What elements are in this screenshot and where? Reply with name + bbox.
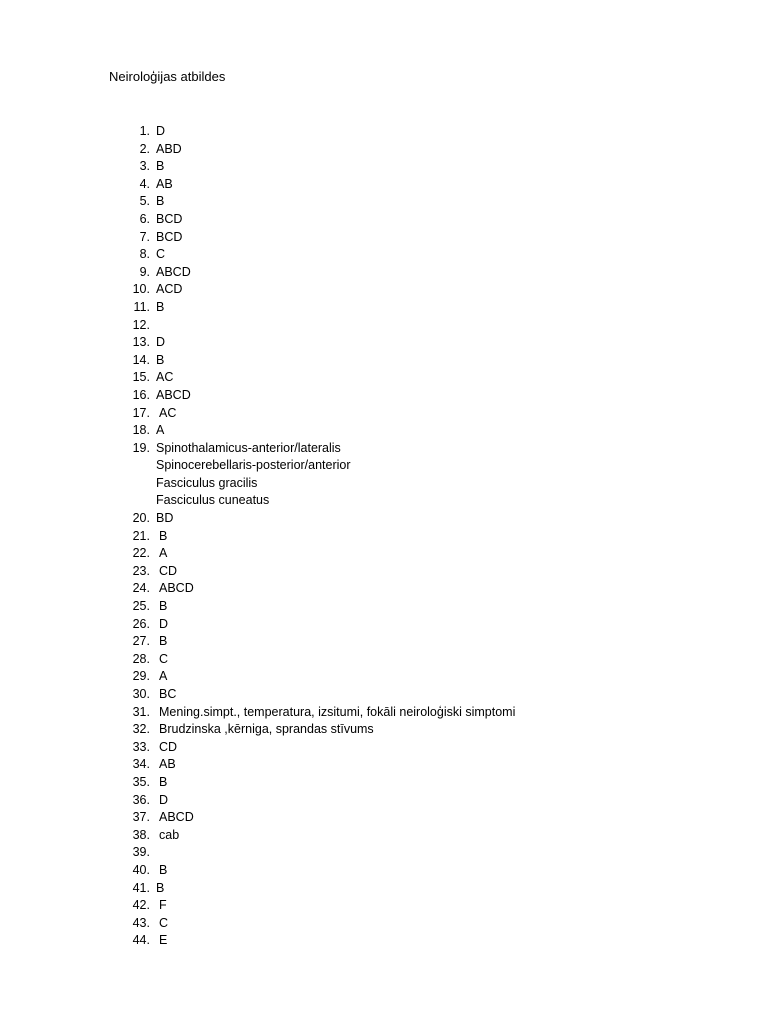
answer-item <box>0 668 515 686</box>
answer-text: D <box>156 124 166 138</box>
answer-number: 25. <box>132 599 150 614</box>
answer-text: ABCD <box>156 387 191 402</box>
answer-item <box>0 405 515 423</box>
answer-item <box>0 721 515 739</box>
answer-item <box>0 229 515 247</box>
answer-number: 4. <box>139 176 150 191</box>
answer-number: 17. <box>132 405 150 420</box>
answer-number: 19. <box>132 440 150 455</box>
answer-number: 3. <box>139 159 150 174</box>
answer-item <box>0 176 515 194</box>
answer-item <box>0 123 515 141</box>
answer-text: AB <box>156 176 173 191</box>
answer-number: 42. <box>132 898 150 913</box>
answer-text: B <box>159 599 168 614</box>
answer-item <box>0 792 515 810</box>
answer-item <box>0 862 515 880</box>
answer-number: 16. <box>132 387 150 402</box>
answer-text: ABCD <box>159 581 194 596</box>
answer-number: 32. <box>132 722 150 737</box>
answer-number: 38. <box>132 827 150 842</box>
answer-item <box>0 580 515 598</box>
answer-number: 10. <box>132 282 150 297</box>
answer-text: B <box>159 862 168 877</box>
answer-continuation-line: Fasciculus gracilis <box>156 475 258 490</box>
answer-number: 13. <box>132 335 150 350</box>
answer-text: D <box>159 792 169 807</box>
answer-text: AB <box>159 757 176 772</box>
answer-number: 36. <box>132 792 150 807</box>
answer-text: ACD <box>156 282 183 297</box>
answer-item <box>0 387 515 405</box>
answer-text: E <box>159 933 168 948</box>
answer-number: 7. <box>139 229 150 244</box>
answer-text: D <box>159 616 169 631</box>
answer-text: B <box>159 528 168 543</box>
answer-number: 29. <box>132 669 150 684</box>
answer-item <box>0 616 515 634</box>
answer-item <box>0 158 515 176</box>
answer-continuation-line: Fasciculus cuneatus <box>156 493 270 508</box>
answer-item <box>0 334 515 352</box>
answer-number: 33. <box>132 739 150 754</box>
answer-item <box>0 809 515 827</box>
answer-number: 35. <box>132 774 150 789</box>
answer-item <box>0 281 515 299</box>
answer-item <box>0 352 515 370</box>
answer-text: B <box>156 159 165 174</box>
answer-list <box>0 123 515 950</box>
answer-number: 2. <box>139 141 150 156</box>
answer-text: BC <box>159 687 177 701</box>
answer-number: 39. <box>132 845 150 860</box>
answer-number: 37. <box>132 810 150 825</box>
answer-item <box>0 633 515 651</box>
answer-item <box>0 598 515 616</box>
answer-number: 9. <box>139 264 150 279</box>
answer-text: A <box>156 423 165 438</box>
answer-text: A <box>159 546 168 561</box>
answer-number: 40. <box>132 862 150 877</box>
answer-item <box>0 739 515 757</box>
answer-number: 15. <box>132 370 150 385</box>
answer-number: 28. <box>132 651 150 666</box>
answer-number: 31. <box>132 704 150 719</box>
answer-text: BCD <box>156 211 183 226</box>
answer-number: 11. <box>133 299 150 314</box>
answer-item <box>0 369 515 387</box>
answer-text: AC <box>156 370 174 385</box>
answer-number: 41. <box>132 880 150 895</box>
answer-text: Mening.simpt., temperatura, izsitumi, fokāli neiroloģiski simptomi <box>159 704 516 719</box>
answer-item <box>0 651 515 669</box>
answer-item <box>0 264 515 282</box>
answer-number: 6. <box>139 211 150 226</box>
answer-text: A <box>159 669 168 684</box>
answer-item <box>0 246 515 264</box>
answer-item <box>0 193 515 211</box>
answer-text: C <box>159 651 169 666</box>
answer-text: ABCD <box>159 810 194 825</box>
answer-item <box>0 299 515 317</box>
answer-number: 20. <box>132 511 150 526</box>
answer-number: 5. <box>139 194 150 209</box>
answer-item <box>0 686 515 704</box>
answer-text: B <box>159 774 168 789</box>
answer-item <box>0 141 515 159</box>
answer-text: ABCD <box>156 264 191 279</box>
answer-item <box>0 440 515 510</box>
answer-text: BCD <box>156 229 183 244</box>
answer-item <box>0 545 515 563</box>
answer-text: C <box>159 915 169 930</box>
answer-text: B <box>156 880 165 895</box>
answer-number: 27. <box>132 634 150 649</box>
document-title: Neiroloģijas atbildes <box>109 69 226 84</box>
answer-number: 23. <box>132 563 150 578</box>
answer-item <box>0 211 515 229</box>
answer-item <box>0 897 515 915</box>
answer-continuation-line: Spinocerebellaris-posterior/anterior <box>156 458 351 473</box>
answer-item <box>0 756 515 774</box>
answer-item <box>0 563 515 581</box>
answer-item <box>0 880 515 898</box>
answer-text: ABD <box>156 141 182 156</box>
answer-text: cab <box>159 827 180 842</box>
answer-number: 24. <box>132 581 150 596</box>
answer-item <box>0 915 515 933</box>
answer-number: 12. <box>132 317 150 332</box>
answer-number: 21. <box>132 528 150 543</box>
answer-item <box>0 827 515 845</box>
answer-text: CD <box>159 563 178 578</box>
answer-text: B <box>156 299 165 314</box>
answer-text: Spinothalamicus-anterior/lateralis <box>156 440 341 455</box>
answer-text: D <box>156 335 166 350</box>
answer-number: 44. <box>132 933 150 948</box>
answer-number: 43. <box>132 915 150 930</box>
answer-number: 8. <box>139 247 150 262</box>
answer-text: BD <box>156 511 174 526</box>
answer-number: 22. <box>132 546 150 561</box>
answer-text: B <box>159 634 168 649</box>
answer-item <box>0 528 515 546</box>
answer-item <box>0 844 515 862</box>
answer-text: B <box>156 352 165 367</box>
answer-item <box>0 704 515 722</box>
answer-text: CD <box>159 739 178 754</box>
answer-text: B <box>156 194 165 209</box>
answer-number: 30. <box>132 687 150 701</box>
answer-text: AC <box>159 405 177 420</box>
answer-item <box>0 774 515 792</box>
answer-number: 18. <box>132 423 150 438</box>
answer-item <box>0 422 515 440</box>
answer-text: F <box>159 898 167 913</box>
answer-number: 34. <box>132 757 150 772</box>
answer-item <box>0 510 515 528</box>
answer-item <box>0 932 515 950</box>
answer-number: 14. <box>132 352 150 367</box>
answer-number: 1. <box>139 124 150 138</box>
answer-item <box>0 317 515 335</box>
answer-text: C <box>156 247 166 262</box>
answer-number: 26. <box>132 616 150 631</box>
answer-text: Brudzinska ,kērniga, sprandas stīvums <box>159 722 374 737</box>
